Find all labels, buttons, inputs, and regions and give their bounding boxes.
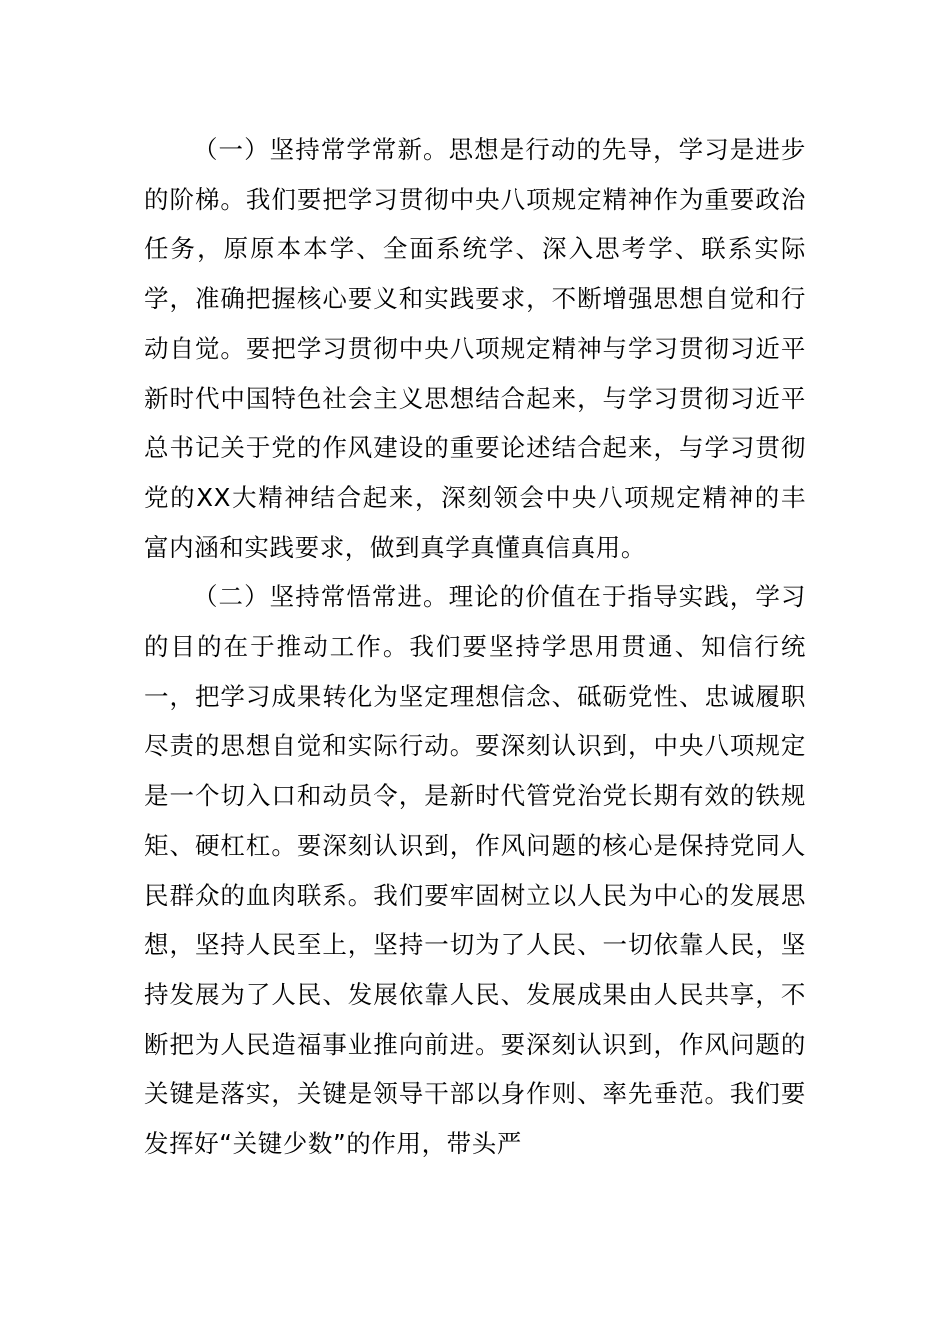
paragraph-1: （一）坚持常学常新。思想是行动的先导，学习是进步的阶梯。我们要把学习贯彻中央八项规定精神作为重要政治任务，原原本本学、全面系统学、深入思考学、联系实际学，准确把握核心要义和实践要求，不断增强思想自觉和行动自觉。要把学习贯彻中央八项规定精神与学习贯彻习近平新时代中国特色社会主义思想结合起来，与学习贯彻习近平总书记关于党的作风建设的重要论述结合起来，与学习贯彻党的XX大精神结合起来，深刻领会中央八项规定精神的丰富内涵和实践要求，做到真学真懂真信真用。 [144, 135, 806, 562]
document-body [144, 125, 806, 1169]
paragraph-2: （二）坚持常悟常进。理论的价值在于指导实践，学习的目的在于推动工作。我们要坚持学思用贯通、知信行统一，把学习成果转化为坚定理想信念、砥砺党性、忠诚履职尽责的思想自觉和实际行动。要深刻认识到，中央八项规定是一个切入口和动员令，是新时代管党治党长期有效的铁规矩、硬杠杠。要深刻认识到，作风问题的核心是保持党同人民群众的血肉联系。我们要牢固树立以人民为中心的发展思想，坚持人民至上，坚持一切为了人民、一切依靠人民，坚持发展为了人民、发展依靠人民、发展成果由人民共享，不断把为人民造福事业推向前进。要深刻认识到，作风问题的关键是落实，关键是领导干部以身作则、率先垂范。我们要发挥好“关键少数”的作用，带头严 [144, 582, 806, 1159]
